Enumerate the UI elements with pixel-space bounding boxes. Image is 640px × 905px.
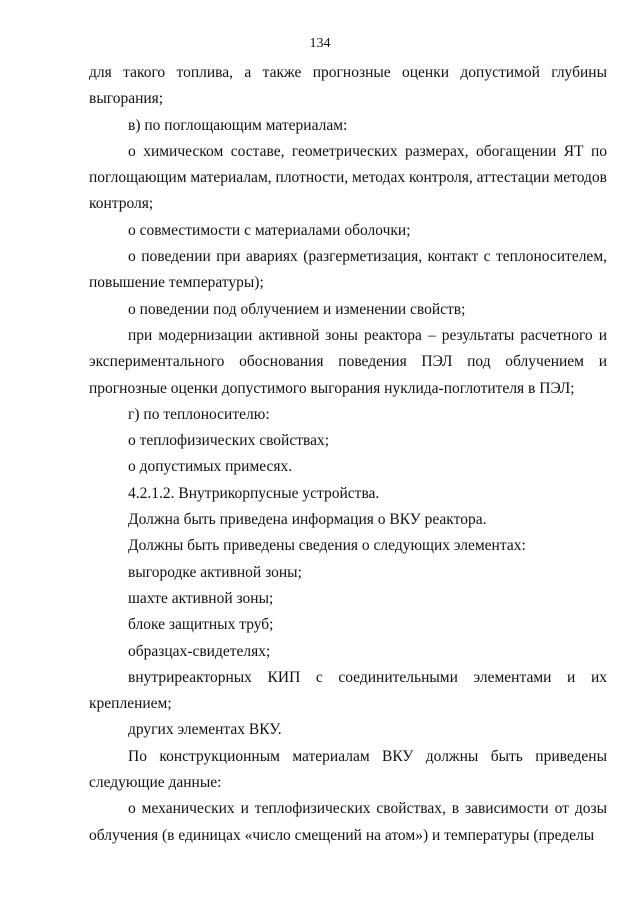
list-item: выгородке активной зоны; — [128, 563, 302, 581]
paragraph: Должны быть приведены сведения о следующих элементах: — [128, 537, 526, 555]
section-heading: 4.2.1.2. Внутрикорпусные устройства. — [128, 484, 380, 502]
document-body — [89, 60, 607, 849]
list-item: других элементах ВКУ. — [128, 721, 282, 739]
paragraph: о поведении под облучением и изменении свойств; — [128, 300, 466, 318]
paragraph: о поведении при авариях (разгерметизация, контакт с теплоносителем, повышение температуры); — [89, 248, 607, 292]
paragraph: о механических и теплофизических свойствах, в зависимости от дозы облучения (в единицах «число смещений на атом») и температуры (пределы — [89, 800, 607, 844]
list-item: блоке защитных труб; — [128, 616, 274, 634]
paragraph: в) по поглощающим материалам: — [128, 116, 348, 134]
paragraph: о допустимых примесях. — [128, 458, 293, 476]
paragraph: о совместимости с материалами оболочки; — [128, 221, 411, 239]
list-item: внутриреакторных КИП с соединительными элементами и их креплением; — [89, 668, 607, 713]
paragraph: о теплофизических свойствах; — [128, 432, 330, 450]
paragraph: при модернизации активной зоны реактора – результаты расчетного и экспериментального обоснования поведения ПЭЛ под облучением и прогнозные оценки допустимого выгорания нуклида-поглотителя в ПЭЛ; — [89, 326, 607, 397]
list-item: образцах-свидетелях; — [128, 642, 271, 660]
paragraph: По конструкционным материалам ВКУ должны быть приведены следующие данные: — [89, 747, 607, 792]
list-item: шахте активной зоны; — [128, 589, 274, 607]
page-number: 134 — [309, 36, 331, 51]
paragraph: для такого топлива, а также прогнозные оценки допустимой глубины выгорания; — [89, 64, 607, 108]
paragraph: Должна быть приведена информация о ВКУ реактора. — [128, 511, 487, 529]
paragraph: о химическом составе, геометрических размерах, обогащении ЯТ по поглощающим материалам, плотности, методах контроля, аттестации методов контроля; — [89, 142, 607, 213]
paragraph: г) по теплоносителю: — [128, 405, 270, 423]
